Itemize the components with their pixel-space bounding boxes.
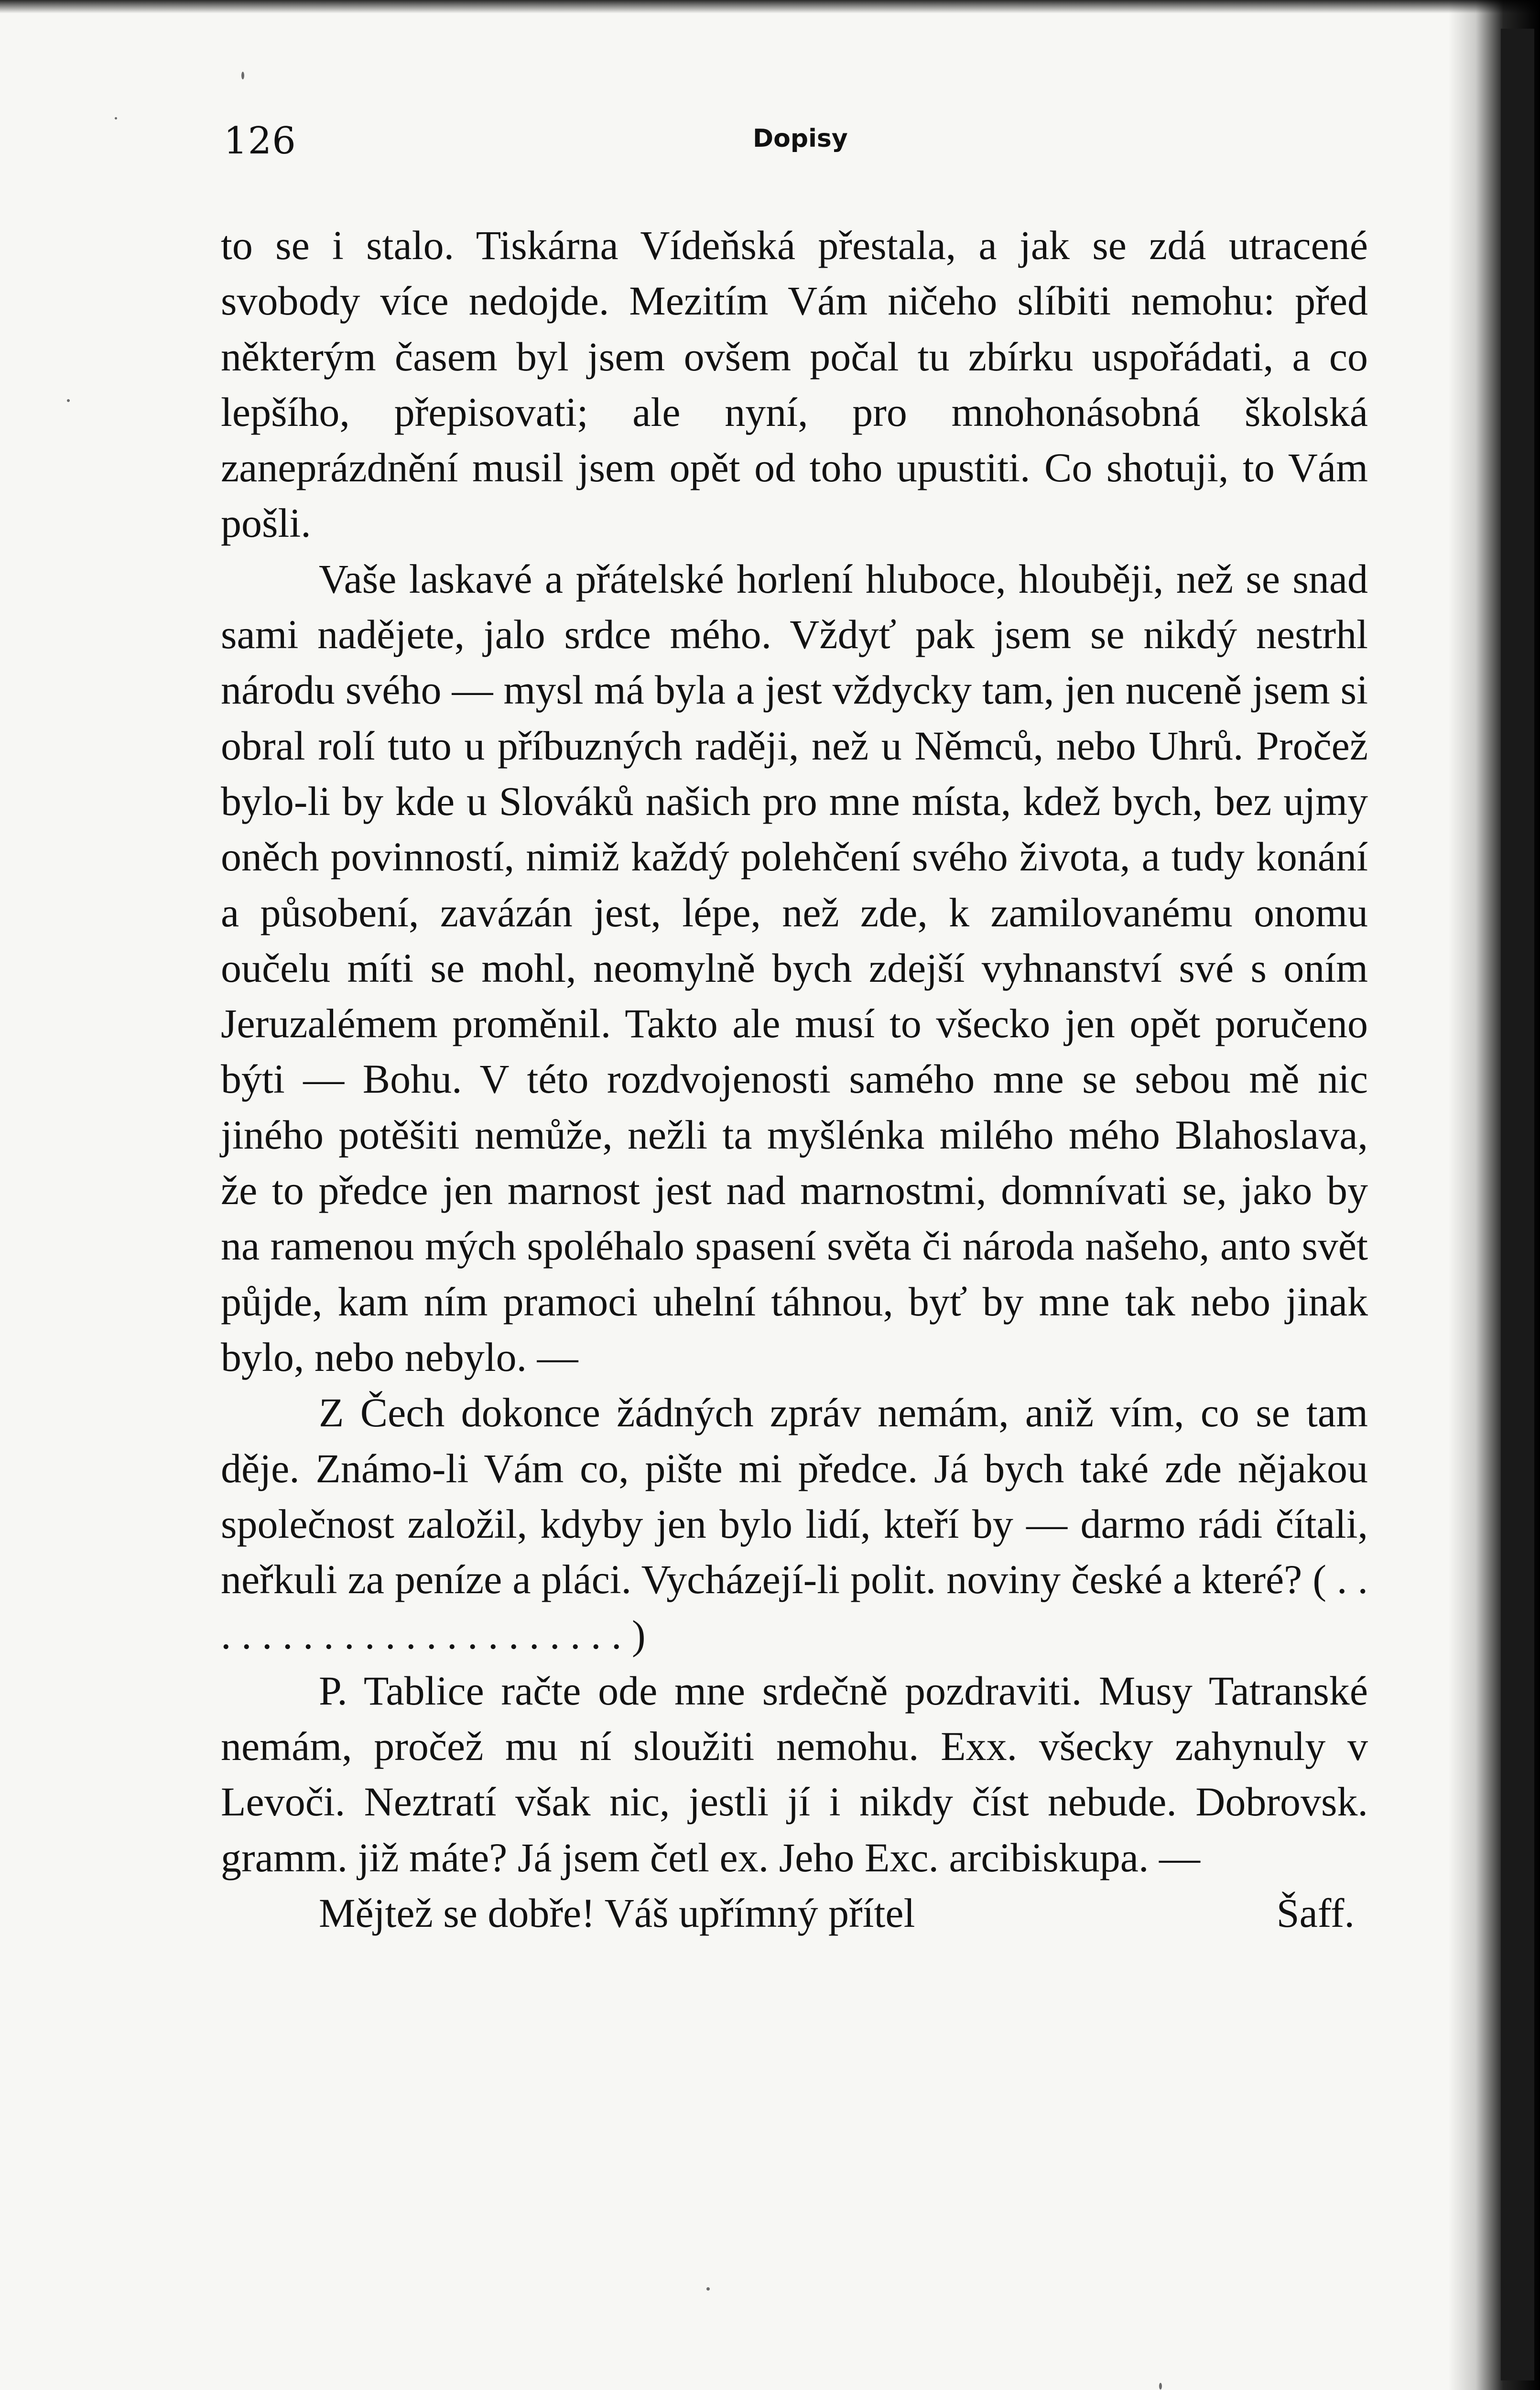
closing-line: [221, 1885, 1368, 1941]
page-number: 126: [224, 120, 296, 163]
paragraph-1: to se i stalo. Tiskárna Vídeňská přestala, a jak se zdá utracené svobody více nedojde. Mezitím Vám ničeho slíbiti nemohu: před některým časem byl jsem ovšem počal tu zbírku uspořádati, a co lepšího, přepisovati; ale nyní, pro mnohonásobná školská zaneprázdnění musil jsem opět od toho upustiti. Co shotuji, to Vám pošli.: [221, 222, 1368, 546]
letter-body: [221, 217, 1368, 1941]
page-top-edge-shadow: [0, 0, 1540, 13]
running-head: Dopisy: [753, 124, 848, 153]
signature: Šaff.: [1276, 1890, 1355, 1936]
paragraph-4: P. Tablice račte ode mne srdečně pozdraviti. Musy Tatranské nemám, pročež mu ní sloužiti nemohu. Exx. všecky zahynuly v Levoči. Neztratí však nic, jestli jí i nikdy číst nebude. Dobrovsk. gramm. již máte? Já jsem četl ex. Jeho Exc. arcibiskupa. —: [221, 1667, 1368, 1880]
paragraph-3: Z Čech dokonce žádných zpráv nemám, aniž vím, co se tam děje. Známo-li Vám co, pište mi předce. Já bych také zde nějakou společnost založil, kdyby jen bylo lidí, kteří by — darmo rádi čítali, neřkuli za peníze a pláci. Vycházejí-li polit. noviny české a které? ( . . . . . . . . . . . . . . . . . . . . . . ): [221, 1390, 1368, 1658]
scan-speck: [1159, 2383, 1162, 2390]
scan-speck: [241, 72, 244, 79]
paragraph-2: Vaše laskavé a přátelské horlení hluboce, hlouběji, než se snad sami nadějete, jalo srdce mého. Vždyť pak jsem se nikdý nestrhl národu svého — mysl má byla a jest vždycky tam, jen nuceně jsem si obral rolí tuto u příbuzných raději, než u Němců, nebo Uhrů. Pročež bylo-li by kde u Slováků našich pro mne místa, kdež bych, bez ujmy oněch povinností, nimiž každý polehčení svého života, a tudy konání a působení, zavázán jest, lépe, než zde, k zamilovanému onomu oučelu míti se mohl, neomylně bych zdejší vyhnanství své s oním Jeruzalémem proměnil. Takto ale musí to všecko jen opět poručeno býti — Bohu. V této rozdvojenosti samého mne se sebou mě nic jiného potěšiti nemůže, nežli ta myšlénka milého mého Blahoslava, že to předce jen marnost jest nad marnostmi, domnívati se, jako by na ramenou mých spoléhalo spasení světa či národa našeho, anto svět půjde, kam ním pramoci uhelní táhnou, byť by mne tak nebo jinak bylo, nebo nebylo. —: [221, 555, 1368, 1380]
scan-speck: [67, 399, 70, 402]
scan-speck: [706, 2287, 710, 2291]
closing-text: Mějtež se dobře! Váš upřímný přítel: [319, 1890, 915, 1936]
page-header: [0, 120, 1540, 167]
spine-dark-band: [1501, 29, 1534, 2380]
